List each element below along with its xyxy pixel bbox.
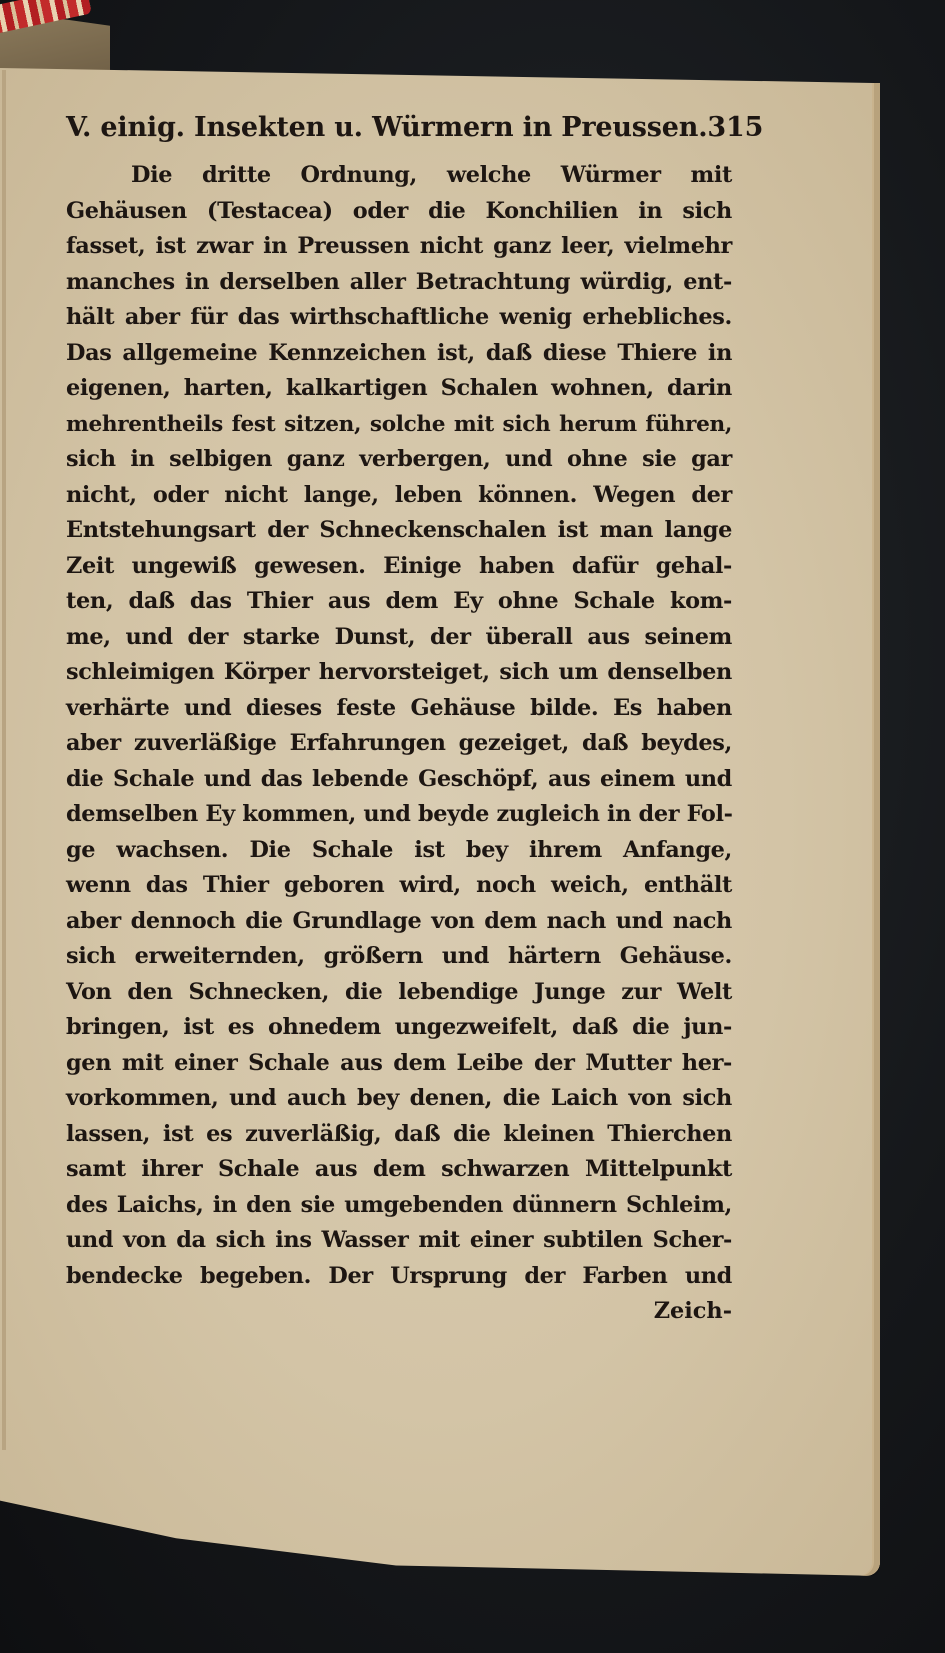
text-line: nicht, oder nicht lange, leben können. Wegen der [66,481,732,508]
text-line: aber dennoch die Grundlage von dem nach und nach [66,907,732,934]
text-line: verhärte und dieses feste Gehäuse bilde. Es haben [66,694,732,721]
text-line: Die dritte Ordnung, welche Würmer mit [131,162,732,188]
running-header [66,112,764,158]
text-line: wenn das Thier geboren wird, noch weich, enthält [66,872,732,898]
text-line: die Schale und das lebende Geschöpf, aus einem und [66,765,732,792]
text-line: Gehäusen (Testacea) oder die Konchilien in sich [66,197,732,224]
text-line: Entstehungsart der Schneckenschalen ist man lange [66,517,732,543]
text-line: und von da sich ins Wasser mit einer subtilen Scher- [66,1227,732,1253]
text-line: aber zuverläßige Erfahrungen gezeiget, daß beydes, [66,730,732,756]
text-line: samt ihrer Schale aus dem schwarzen Mittelpunkt [66,1156,732,1182]
text-line: manches in derselben aller Betrachtung würdig, ent- [66,268,732,295]
body-text [66,158,732,1294]
text-line: mehrentheils fest sitzen, solche mit sich herum führen, [66,411,732,437]
text-line: me, und der starke Dunst, der überall aus seinem [66,623,732,650]
text-line: ten, daß das Thier aus dem Ey ohne Schale kom- [66,588,732,614]
text-line: ge wachsen. Die Schale ist bey ihrem Anfange, [66,836,732,863]
text-line: fasset, ist zwar in Preussen nicht ganz leer, vielmehr [66,233,732,259]
catchword: Zeich- [653,1298,732,1324]
text-line: eigenen, harten, kalkartigen Schalen wohnen, darin [66,375,732,401]
text-line: sich erweiternden, größern und härtern Gehäuse. [66,943,732,969]
page-gutter-edge [2,70,6,1450]
text-line: vorkommen, und auch bey denen, die Laich von sich [66,1085,732,1111]
page-number: 315 [707,112,764,143]
text-line: lassen, ist es zuverläßig, daß die kleinen Thierchen [66,1120,732,1147]
text-line: Das allgemeine Kennzeichen ist, daß diese Thiere in [66,339,732,366]
running-head-title: V. einig. Insekten u. Würmern in Preussen. [66,112,708,143]
text-line: demselben Ey kommen, und beyde zugleich in der Fol- [66,801,733,827]
text-line: schleimigen Körper hervorsteiget, sich um denselben [66,659,732,685]
text-line: gen mit einer Schale aus dem Leibe der Mutter her- [66,1049,732,1076]
text-line: des Laichs, in den sie umgebenden dünnern Schleim, [66,1191,732,1218]
text-line: bringen, ist es ohnedem ungezweifelt, daß die jun- [66,1014,732,1040]
text-line: sich in selbigen ganz verbergen, und ohne sie gar [66,446,732,472]
text-line: Zeit ungewiß gewesen. Einige haben dafür gehal- [66,552,732,579]
page-text-block [66,112,764,1330]
text-line: Von den Schnecken, die lebendige Junge zur Welt [66,978,732,1005]
text-line: hält aber für das wirthschaftliche wenig erhebliches. [66,304,732,330]
text-line: bendecke begeben. Der Ursprung der Farben und [66,1262,732,1289]
